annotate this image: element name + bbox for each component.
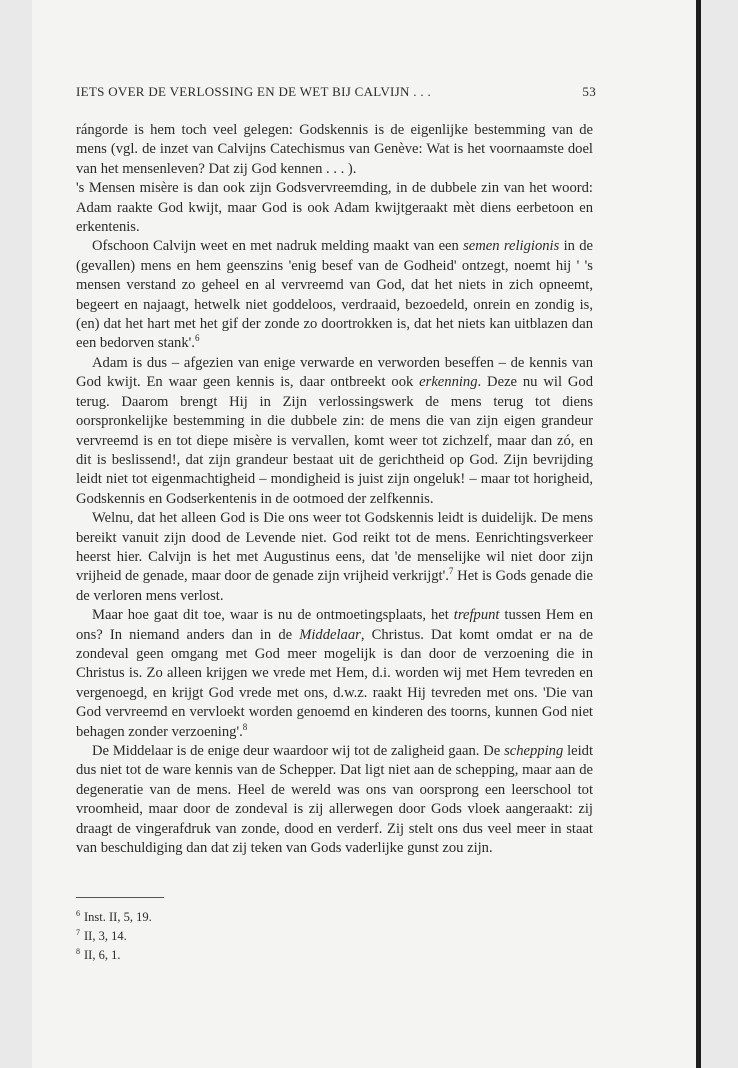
footnote-rule	[76, 897, 164, 898]
footnotes	[76, 906, 152, 963]
footnote-ref[interactable]: 6	[194, 333, 200, 344]
paragraph-2: 's Mensen misère is dan ook zijn Godsvervreemding, in de dubbele zin van het woord: Adam raakte God kwijt, maar God is ook Adam kwijtgeraakt mèt diens eerbetoon en erkentenis.	[76, 180, 593, 236]
page-number: 53	[582, 84, 596, 99]
running-title: IETS OVER DE VERLOSSING EN DE WET BIJ CALVIJN . . .	[76, 84, 431, 99]
footnote-text: II, 3, 14.	[84, 929, 127, 944]
paragraph-1: rángorde is hem toch veel gelegen: Godskennis is de eigenlijke bestemming van de mens (vgl. de inzet van Calvijns Catechismus van Genève: Wat is het voornaamste doel van het mensenleven? Dat zij God kennen . . . ).	[76, 122, 593, 177]
footnote-text: Inst. II, 5, 19.	[84, 910, 152, 925]
paragraph-7: De Middelaar is de enige deur waardoor wij tot de zaligheid gaan. De schepping leidt dus niet tot de ware kennis van de Schepper. Dat ligt niet aan de schepping, maar aan de degeneratie van de mens. Heel de wereld was ons van oorsprong een leerschool tot vroomheid, maar door de zondeval is zij allerwegen door Gods vloek aangeraakt: zij draagt de vingerafdruk van zonde, dood en verderf. Zij stelt ons dus veel meer in staat van beschuldiging dan dat zij teken van Gods vaderlijke gunst zou zijn.	[76, 743, 594, 857]
footnote-ref[interactable]: 8	[242, 721, 248, 732]
footnote	[76, 944, 152, 963]
footnote-mark: 8	[76, 947, 80, 957]
body-text	[76, 121, 593, 858]
emphasis: schepping	[504, 743, 564, 759]
footnote-ref[interactable]: 7	[448, 566, 454, 577]
emphasis: trefpunt	[453, 607, 500, 624]
emphasis: erkenning	[419, 374, 478, 391]
footnote-mark: 7	[76, 928, 80, 938]
footnote	[76, 925, 152, 944]
paragraph-4: Adam is dus – afgezien van enige verwarde en verworden beseffen – de kennis van God kwijt. En waar geen kennis is, daar ontbreekt ook erkenning. Deze nu wil God terug. Daarom brengt Hij in Zijn verlossingswerk de mens terug tot diens oorspronkelijke bestemming in die dubbele zin: de mens die van zijn eigen grandeur vervreemd is en tot diepe misère is vervallen, komt weer tot zichzelf, maar dan zó, en dit is beslissend!, dat zijn grandeur bestaat uit de gerichtheid op God. Zijn bevrijding leidt niet tot eigenmachtigheid – mondigheid is juist zijn ongeluk! – maar tot horigheid, Godskennis en Godserkentenis in de ootmoed der zelfkennis.	[76, 354, 593, 507]
footnote	[76, 906, 152, 925]
emphasis: semen religionis	[463, 238, 560, 255]
paragraph-3: Ofschoon Calvijn weet en met nadruk melding maakt van een semen religionis in de (gevallen) mens en hem geenszins 'enig besef van de Godheid' ontzegt, noemt hij ' 's mensen verstand zo geheel en al vervreemd van God, dat het niets in zich opneemt, begeert en najaagt, hetwelk niet goddeloos, verdraaid, bezoedeld, onrein en zondig is, (en) dat het hart met het gif der zonde zo doortrokken is, dat het niets kan uitblazen dan een bedorven stank'.$^6$	[76, 238, 593, 352]
footnote-text: II, 6, 1.	[84, 948, 121, 963]
emphasis: Middelaar	[299, 626, 361, 643]
page-edge	[696, 0, 701, 1068]
paragraph-6: Maar hoe gaat dit toe, waar is nu de ontmoetingsplaats, het trefpunt tussen Hem en ons? In niemand anders dan in de Middelaar, Christus. Dat komt omdat er na de zondeval geen omgang met God meer mogelijk is dan door de verzoening die in Christus is. Zo alleen krijgen we vrede met Hem, d.i. worden wij met Hem tevreden en vergenoegd, en krijgt God vrede met ons, d.w.z. raakt Hij tevreden met ons. 'Die van God vervreemd en vervloekt worden genoemd en kinderen des toorns, kunnen God niet behagen zonder verzoening'.$^8$	[76, 607, 593, 740]
paragraph-5: Welnu, dat het alleen God is Die ons weer tot Godskennis leidt is duidelijk. De mens bereikt vanuit zijn dood de Levende niet. God reikt tot de mens. Eenrichtingsverkeer heerst hier. Calvijn is het met Augustinus eens, dat 'de menselijke wil niet door zijn vrijheid de genade, maar door de genade zijn vrijheid verkrijgt'.$^7$ Het is Gods genade die de verloren mens verlost.	[76, 510, 594, 604]
footnote-mark: 6	[76, 909, 80, 918]
